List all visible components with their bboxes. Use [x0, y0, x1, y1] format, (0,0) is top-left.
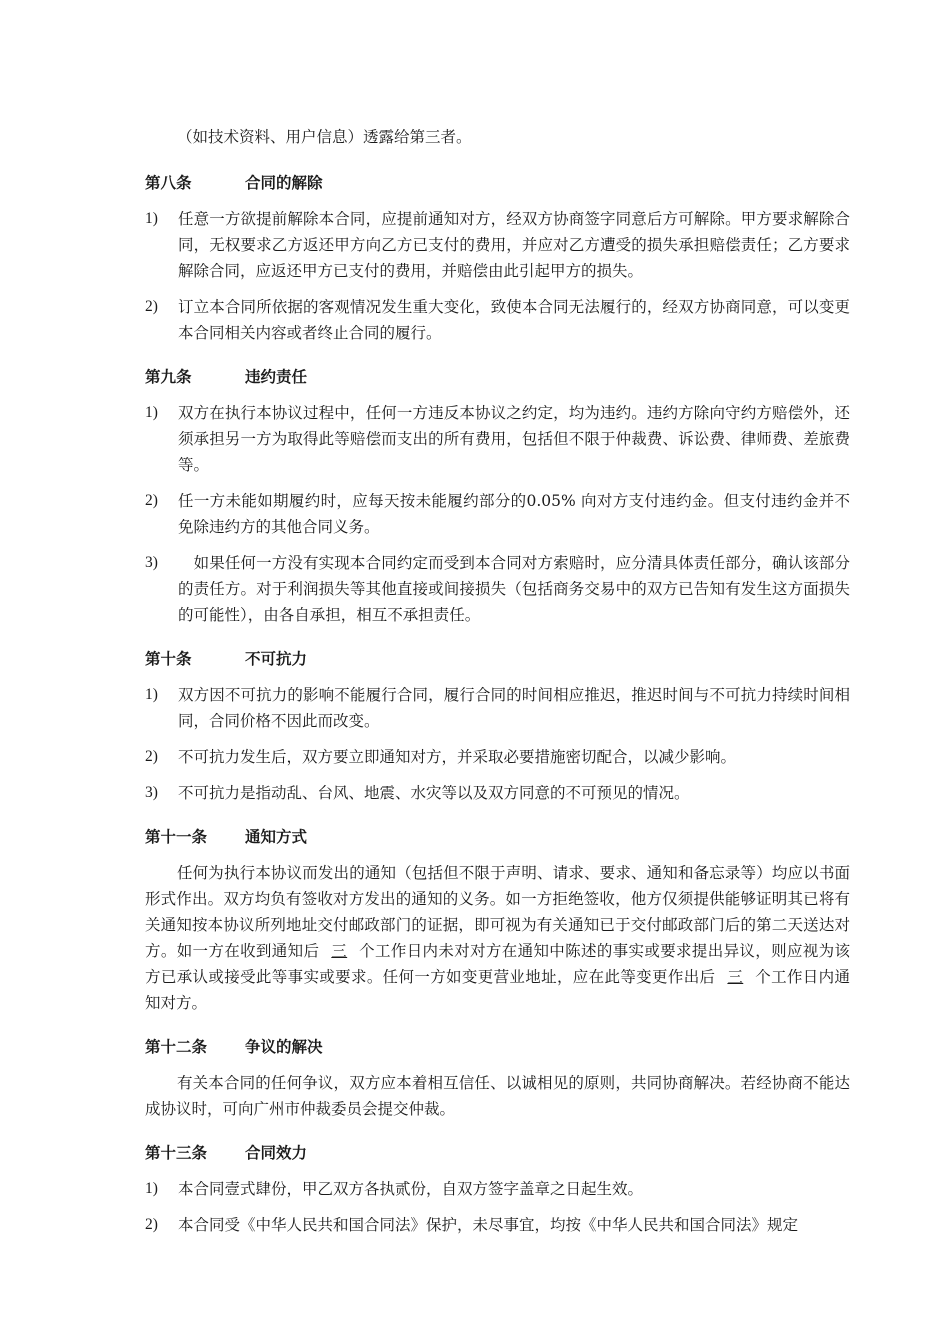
- section-heading: [145, 172, 850, 194]
- section-heading: [145, 826, 850, 848]
- list-item: [145, 1176, 850, 1202]
- section-title: 合同效力: [245, 1143, 308, 1162]
- item-marker: 1): [145, 1180, 158, 1197]
- section-number: 第八条: [145, 173, 192, 192]
- list-item: [145, 780, 850, 806]
- section-force-majeure: [145, 648, 850, 806]
- section-title: 合同的解除: [245, 173, 323, 192]
- item-text: 双方在执行本协议过程中，任何一方违反本协议之约定，均为违约。违约方除向守约方赔偿外，还须承担另一方为取得此等赔偿而支出的所有费用，包括但不限于仲裁费、诉讼费、律师费、差旅费等。: [178, 404, 850, 474]
- section-number: 第九条: [145, 367, 192, 386]
- item-marker: 3): [145, 554, 158, 571]
- item-marker: 2): [145, 1216, 158, 1233]
- list-item: [145, 744, 850, 770]
- section-number: 第十条: [145, 649, 192, 668]
- item-marker: 2): [145, 298, 158, 315]
- section-title: 违约责任: [245, 367, 308, 386]
- item-text: 双方因不可抗力的影响不能履行合同，履行合同的时间相应推迟，推迟时间与不可抗力持续时间相同，合同价格不因此而改变。: [178, 686, 850, 730]
- list-item: [145, 1212, 850, 1238]
- notice-text-part: 个工作日内未对对方在通知中陈述的事实或要求提出异议，则应视为该方已承认或接受此等事实或要求。任何一方如变更营业地址，应在此等变更作出后: [145, 942, 850, 986]
- section-heading: [145, 1142, 850, 1164]
- notice-text-part: 任何为执行本协议而发出的通知（包括但不限于声明、请求、要求、通知和备忘录等）均应以书面形式作出。双方均负有签收对方发出的通知的义务。如一方拒绝签收，他方仅须提供能够证明其已将有关通知按本协议所列地址交付邮政部门的证据，即可视为有关通知已于交付邮政部门后的第二天送达对方。如一方在收到通知后: [145, 864, 850, 960]
- notice-paragraph: [145, 860, 850, 1016]
- item-marker: 1): [145, 686, 158, 703]
- item-text: 如果任何一方没有实现本合同约定而受到本合同对方索赔时，应分清具体责任部分，确认该部分的责任方。对于利润损失等其他直接或间接损失（包括商务交易中的双方已告知有发生这方面损失的可能性），由各自承担，相互不承担责任。: [178, 554, 850, 624]
- item-marker: 2): [145, 748, 158, 765]
- list-item: [145, 400, 850, 478]
- section-number: 第十三条: [145, 1143, 208, 1162]
- item-text: 任一方未能如期履约时，应每天按未能履约部分的0.05% 向对方支付违约金。但支付违约金并不免除违约方的其他合同义务。: [178, 492, 850, 536]
- section-heading: [145, 648, 850, 670]
- section-title: 通知方式: [245, 827, 308, 846]
- item-text: 不可抗力发生后，双方要立即通知对方，并采取必要措施密切配合，以减少影响。: [178, 748, 737, 766]
- section-validity: [145, 1142, 850, 1238]
- section-title: 争议的解决: [245, 1037, 323, 1056]
- item-marker: 2): [145, 492, 158, 509]
- item-marker: 1): [145, 210, 158, 227]
- item-text: 本合同受《中华人民共和国合同法》保护，未尽事宜，均按《中华人民共和国合同法》规定: [178, 1216, 799, 1234]
- list-item: [145, 206, 850, 284]
- section-number: 第十二条: [145, 1037, 208, 1056]
- notice-text-part: 个工作日内通知对方。: [145, 968, 850, 1012]
- section-liability: [145, 366, 850, 628]
- section-heading: [145, 1036, 850, 1058]
- section-notice: [145, 826, 850, 1016]
- notice-days-blank: 三: [727, 968, 744, 986]
- item-text: 订立本合同所依据的客观情况发生重大变化，致使本合同无法履行的，经双方协商同意，可以变更本合同相关内容或者终止合同的履行。: [178, 298, 850, 342]
- section-termination: [145, 172, 850, 346]
- continuation-text: （如技术资料、用户信息）透露给第三者。: [177, 128, 472, 146]
- item-marker: 1): [145, 404, 158, 421]
- document-body: [145, 124, 850, 1258]
- list-item: [145, 294, 850, 346]
- section-heading: [145, 366, 850, 388]
- item-text: 不可抗力是指动乱、台风、地震、水灾等以及双方同意的不可预见的情况。: [178, 784, 690, 802]
- section-title: 不可抗力: [245, 649, 308, 668]
- dispute-paragraph: 有关本合同的任何争议，双方应本着相互信任、以诚相见的原则，共同协商解决。若经协商不能达成协议时，可向广州市仲裁委员会提交仲裁。: [145, 1074, 850, 1118]
- item-marker: 3): [145, 784, 158, 801]
- section-number: 第十一条: [145, 827, 208, 846]
- item-text: 任意一方欲提前解除本合同，应提前通知对方，经双方协商签字同意后方可解除。甲方要求解除合同，无权要求乙方返还甲方向乙方已支付的费用，并应对乙方遭受的损失承担赔偿责任；乙方要求解除合同，应返还甲方已支付的费用，并赔偿由此引起甲方的损失。: [178, 210, 850, 280]
- notice-days-blank: 三: [331, 942, 348, 960]
- list-item: [145, 550, 850, 628]
- item-text: 本合同壹式肆份，甲乙双方各执贰份，自双方签字盖章之日起生效。: [178, 1180, 644, 1198]
- list-item: [145, 682, 850, 734]
- section-dispute: [145, 1036, 850, 1122]
- list-item: [145, 488, 850, 540]
